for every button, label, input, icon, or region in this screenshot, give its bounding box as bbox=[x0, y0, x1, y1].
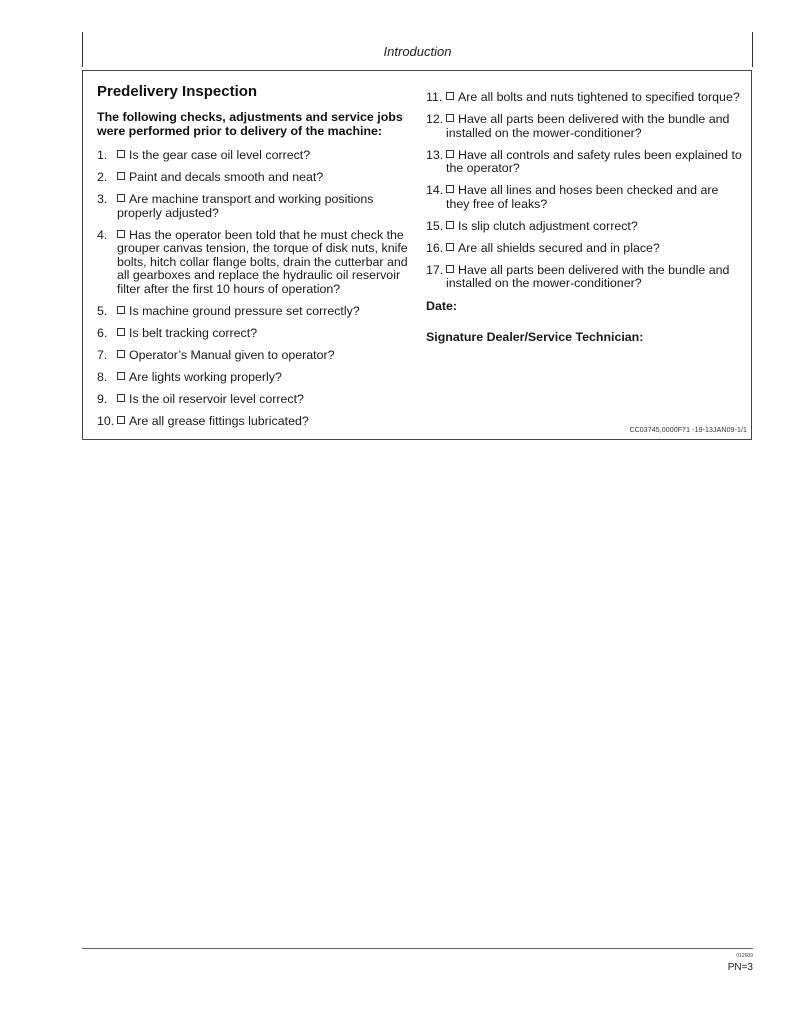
checklist-item bbox=[426, 264, 744, 291]
predelivery-inspection-panel bbox=[82, 70, 752, 440]
item-number: 13. bbox=[426, 147, 444, 162]
checkbox-icon[interactable] bbox=[446, 265, 454, 273]
checklist-item bbox=[426, 184, 744, 211]
item-number: 17. bbox=[426, 262, 444, 277]
checkbox-icon[interactable] bbox=[117, 194, 125, 202]
checklist-item bbox=[97, 371, 409, 385]
item-number: 16. bbox=[426, 240, 444, 255]
checklist-item bbox=[97, 149, 409, 163]
checkbox-icon[interactable] bbox=[117, 150, 125, 158]
item-number: 1. bbox=[97, 148, 108, 162]
item-text: Operator’s Manual given to operator? bbox=[129, 347, 335, 362]
checklist-item bbox=[97, 349, 409, 363]
item-number: 4. bbox=[97, 227, 108, 242]
item-text: Are machine transport and working positions properly adjusted? bbox=[117, 192, 374, 220]
item-text: Paint and decals smooth and neat? bbox=[129, 170, 324, 184]
checkbox-icon[interactable] bbox=[117, 172, 125, 180]
footer-small-code: 012609 bbox=[736, 953, 753, 959]
item-text: Are all grease fittings lubricated? bbox=[129, 413, 309, 428]
checklist-item bbox=[97, 193, 409, 220]
footer-rule bbox=[82, 948, 753, 949]
checklist-item bbox=[426, 220, 744, 234]
item-number: 9. bbox=[97, 391, 108, 406]
checkbox-icon[interactable] bbox=[117, 416, 125, 424]
item-text: Is the gear case oil level correct? bbox=[129, 148, 311, 162]
item-number: 12. bbox=[426, 112, 444, 126]
checklist-item bbox=[97, 327, 409, 341]
section-title: Introduction bbox=[383, 44, 452, 59]
item-text: Are all shields secured and in place? bbox=[458, 240, 660, 255]
document-code: CC03745,0000F71 -19-13JAN09-1/1 bbox=[629, 427, 747, 434]
item-text: Have all lines and hoses been checked and are they free of leaks? bbox=[446, 183, 719, 211]
header-rule-right bbox=[752, 32, 753, 67]
checklist-item bbox=[426, 242, 744, 256]
item-text: Have all controls and safety rules been explained to the operator? bbox=[446, 147, 742, 175]
checkbox-icon[interactable] bbox=[117, 306, 125, 314]
checklist-item bbox=[426, 91, 744, 105]
item-text: Has the operator been told that he must check the grouper canvas tension, the torque of disk nuts, knife bolts, hitch collar flange bolts, drain the cutterbar and all gearboxes and replace the hydraulic oil reservoir filter after the first 10 hours of operation? bbox=[117, 227, 408, 296]
checklist-item bbox=[97, 393, 409, 407]
checklist-item bbox=[426, 113, 744, 140]
panel-title: Predelivery Inspection bbox=[97, 83, 258, 100]
page-number: PN=3 bbox=[727, 962, 753, 973]
checkbox-icon[interactable] bbox=[117, 350, 125, 358]
item-number: 6. bbox=[97, 325, 108, 340]
signature-label: Signature Dealer/Service Technician: bbox=[426, 330, 644, 344]
checkbox-icon[interactable] bbox=[446, 114, 454, 122]
right-column bbox=[426, 91, 744, 361]
item-number: 2. bbox=[97, 170, 108, 184]
checklist-item bbox=[97, 171, 409, 185]
item-text: Have all parts been delivered with the bundle and installed on the mower-conditioner? bbox=[446, 262, 730, 290]
item-text: Is the oil reservoir level correct? bbox=[129, 391, 304, 406]
item-text: Is slip clutch adjustment correct? bbox=[458, 218, 638, 233]
item-number: 15. bbox=[426, 218, 444, 233]
checkbox-icon[interactable] bbox=[446, 221, 454, 229]
date-label: Date: bbox=[426, 299, 457, 313]
checklist-item bbox=[97, 415, 409, 429]
checkbox-icon[interactable] bbox=[117, 230, 125, 238]
item-number: 11. bbox=[426, 90, 443, 104]
checkbox-icon[interactable] bbox=[117, 328, 125, 336]
item-text: Are lights working properly? bbox=[129, 369, 282, 384]
item-text: Is machine ground pressure set correctly? bbox=[129, 303, 360, 318]
item-text: Have all parts been delivered with the bundle and installed on the mower-conditioner? bbox=[446, 112, 730, 140]
checklist-item bbox=[97, 229, 409, 297]
checkbox-icon[interactable] bbox=[446, 185, 454, 193]
item-text: Is belt tracking correct? bbox=[129, 325, 258, 340]
panel-intro: The following checks, adjustments and service jobs were performed prior to delivery of the machine: bbox=[97, 110, 403, 138]
item-number: 14. bbox=[426, 183, 444, 197]
item-number: 3. bbox=[97, 192, 108, 206]
item-text: Are all bolts and nuts tightened to specified torque? bbox=[458, 90, 740, 104]
checkbox-icon[interactable] bbox=[446, 150, 454, 158]
checkbox-icon[interactable] bbox=[446, 243, 454, 251]
left-column bbox=[97, 83, 409, 437]
item-number: 10. bbox=[97, 413, 115, 428]
item-number: 8. bbox=[97, 369, 108, 384]
checkbox-icon[interactable] bbox=[117, 372, 125, 380]
checklist-item bbox=[426, 149, 744, 176]
checklist-item bbox=[97, 305, 409, 319]
checkbox-icon[interactable] bbox=[117, 394, 125, 402]
checkbox-icon[interactable] bbox=[446, 92, 454, 100]
item-number: 7. bbox=[97, 347, 108, 362]
item-number: 5. bbox=[97, 303, 108, 318]
